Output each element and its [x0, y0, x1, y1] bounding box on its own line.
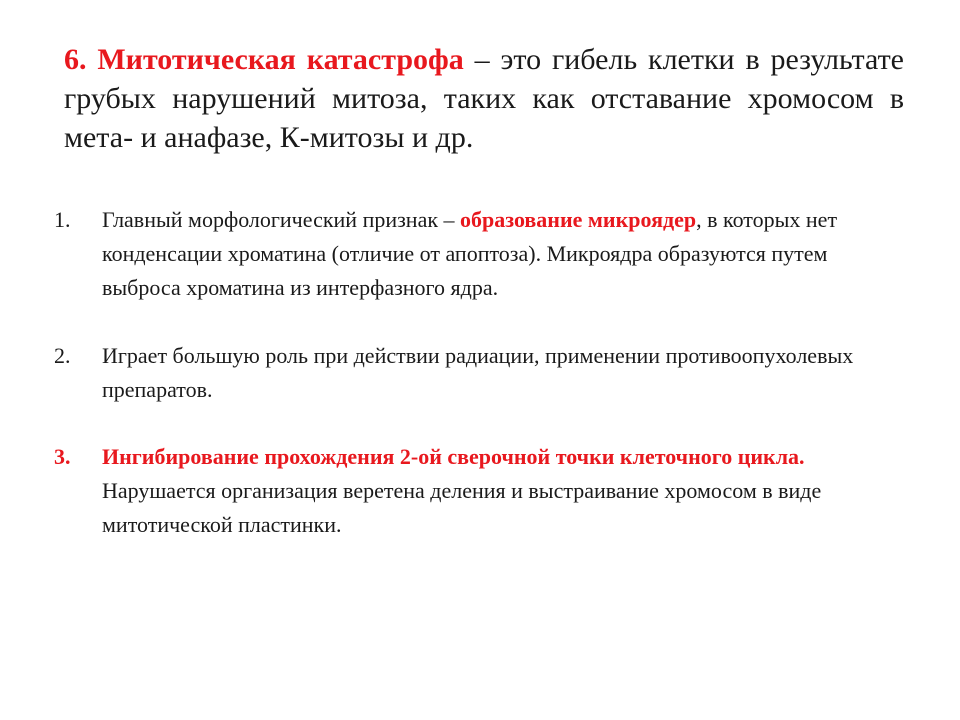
- list-item-text: [102, 203, 854, 305]
- numbered-list: [54, 203, 854, 542]
- list-item: [54, 339, 854, 407]
- list-item-number: 2.: [54, 343, 71, 368]
- heading-term: 6. Митотическая катастрофа: [64, 43, 464, 76]
- list-item-text-after: Нарушается организация веретена деления и выстраивание хромосом в виде митотической пластинки.: [102, 478, 822, 537]
- list-item: [54, 203, 854, 305]
- list-item-text: Играет большую роль при действии радиации, применении противоопухолевых препаратов.: [102, 343, 854, 402]
- heading-definition: – это гибель клетки в результате грубых нарушений митоза, таких как отставание хромосом в мета- и анафазе, К-митозы и др.: [64, 43, 905, 154]
- list-item-text-after: , в которых нет конденсации хроматина (отличие от апоптоза). Микроядра образуются путем выброса хроматина из интерфазного ядра.: [102, 207, 838, 300]
- list-item-text-before: Главный морфологический признак –: [102, 207, 461, 232]
- list-item: [54, 440, 854, 542]
- list-item-number: 1.: [54, 207, 71, 232]
- list-item-text: [102, 440, 854, 542]
- slide-heading: [64, 40, 904, 157]
- list-item-number: 3.: [54, 444, 71, 469]
- list-item-highlight: Ингибирование прохождения 2-ой сверочной точки клеточного цикла.: [102, 444, 805, 469]
- list-item-highlight: образование микроядер: [460, 207, 697, 232]
